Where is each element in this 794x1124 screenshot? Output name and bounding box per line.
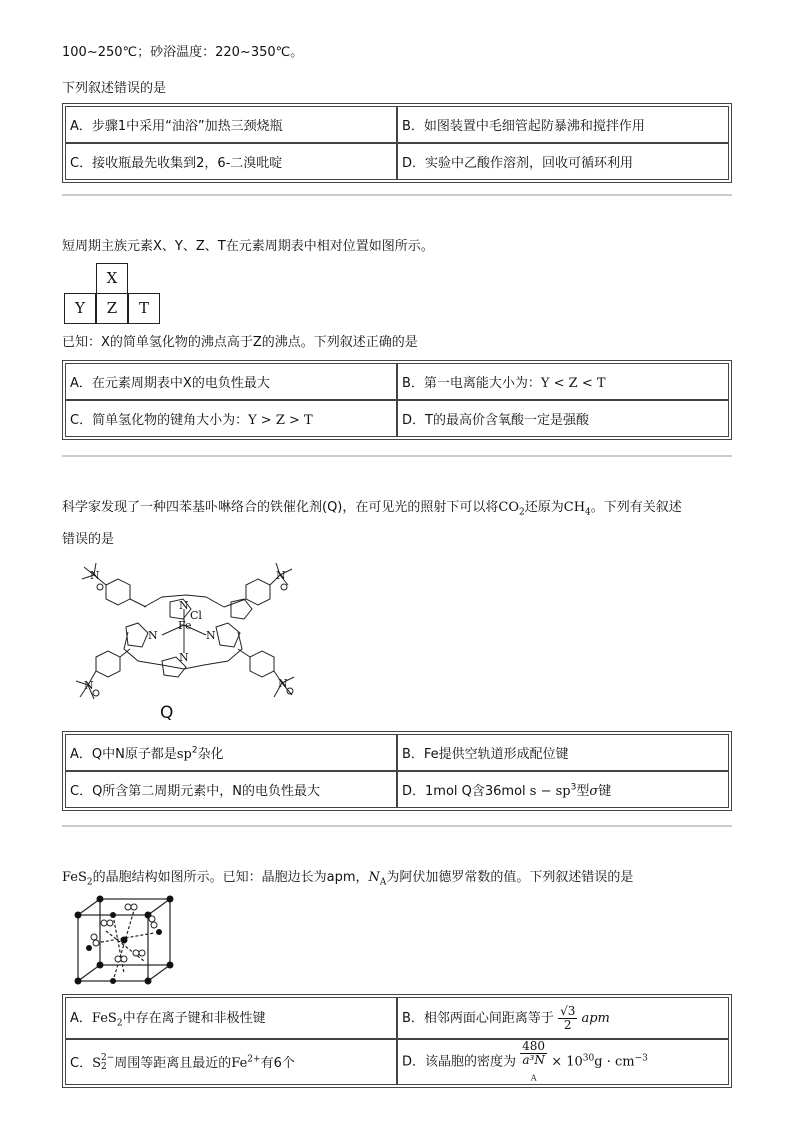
- q3-option-b[interactable]: B．相邻两面心间距离等于 $\frac{√3}{2}$ apm: [397, 997, 729, 1039]
- s2-ion-marker: [121, 956, 127, 962]
- q1-stem: 短周期主族元素X、Y、Z、T在元素周期表中相对位置如图所示。: [62, 239, 434, 254]
- fe-ion-marker: [167, 896, 174, 903]
- atom-label-n-bottom: N: [179, 651, 189, 664]
- q1-option-c[interactable]: C．简单氢化物的键角大小为：Y > Z > T: [65, 400, 397, 437]
- fe-ion-marker: [97, 962, 104, 969]
- q0-prompt: 下列叙述错误的是: [62, 81, 167, 96]
- atom-label-n-right: N: [206, 629, 216, 642]
- q1-options-table: [62, 360, 732, 440]
- s2-ion-marker: [107, 920, 113, 926]
- grid-cell-t: T: [128, 293, 160, 324]
- periodic-grid: [64, 263, 162, 325]
- q1-option-a[interactable]: A．在元素周期表中X的电负性最大: [65, 363, 397, 400]
- atom-label-n-nme3: N: [90, 569, 100, 582]
- divider: [62, 194, 732, 196]
- s2-ion-marker: [125, 904, 131, 910]
- q2-options-table: [62, 731, 732, 811]
- grid-cell-z: Z: [96, 293, 128, 324]
- q3-option-a[interactable]: A．FeS$_2$中存在离子键和非极性键: [65, 997, 397, 1039]
- q0-options-table: [62, 103, 732, 183]
- s2-ion-marker: [151, 922, 157, 928]
- q3-options-table: [62, 994, 732, 1088]
- q1-option-d[interactable]: D．T的最高价含氧酸一定是强酸: [397, 400, 729, 437]
- q2-stem: 科学家发现了一种四苯基卟啉络合的铁催化剂(Q)，在可见光的照射下可以将$CO_2$还原为$CH_4$。下列有关叙述: [62, 500, 682, 518]
- fe-ion-marker: [156, 929, 162, 935]
- q0-option-c[interactable]: C．接收瓶最先收集到2，6-二溴吡啶: [65, 143, 397, 180]
- q2-stem-line2: 错误的是: [62, 532, 115, 547]
- s2-ion-marker: [93, 940, 99, 946]
- porphyrin-structure-diagram: [66, 557, 306, 727]
- q1-known: 已知：X的简单氢化物的沸点高于Z的沸点。下列叙述正确的是: [62, 335, 418, 350]
- s2-ion-marker: [139, 950, 145, 956]
- q2-option-d[interactable]: D．1mol Q含36mol $s - sp^3$型σ键: [397, 771, 729, 808]
- atom-label-n-left: N: [148, 629, 158, 642]
- atom-label-n-top: N: [179, 599, 189, 612]
- fraction-sqrt3-over-2: $\frac{√3}{2}$: [560, 1003, 576, 1032]
- q2-option-c[interactable]: C．Q所含第二周期元素中，N的电负性最大: [65, 771, 397, 808]
- fe-ion-marker: [110, 978, 116, 984]
- s2-ion-marker: [149, 916, 155, 922]
- s2-ion-marker: [115, 956, 121, 962]
- q2-option-b[interactable]: B．Fe提供空轨道形成配位键: [397, 734, 729, 771]
- q1-option-b[interactable]: B．第一电离能大小为：Y < Z < T: [397, 363, 729, 400]
- s2-ion-marker: [91, 934, 97, 940]
- fe-ion-marker: [121, 937, 128, 944]
- fe-ion-marker: [110, 912, 116, 918]
- q3-option-c[interactable]: C．S 2− 2 周围等距离且最近的$Fe^{2+}$有6个: [65, 1039, 397, 1085]
- atom-label-n-nme3: N: [84, 679, 94, 692]
- grid-cell-y: Y: [64, 293, 96, 324]
- atom-label-cl: Cl: [190, 609, 202, 622]
- atom-label-n-nme3: N: [276, 569, 286, 582]
- crystal-cell-diagram: [66, 893, 186, 993]
- fraction-density: 480 a³N $_A$: [522, 1039, 546, 1083]
- grid-cell-x: X: [96, 263, 128, 294]
- q3-stem: FeS$_2$的晶胞结构如图所示。已知：晶胞边长为apm，$N_A$为阿伏加德罗常数的值。下列叙述错误的是: [62, 870, 634, 888]
- fe-ion-marker: [75, 978, 82, 985]
- divider: [62, 455, 732, 457]
- s2-ion-marker: [133, 950, 139, 956]
- fe-ion-marker: [97, 896, 104, 903]
- q0-option-d[interactable]: D．实验中乙酸作溶剂，回收可循环利用: [397, 143, 729, 180]
- fe-ion-marker: [145, 978, 152, 985]
- molecule-label-q: Q: [160, 703, 174, 723]
- q0-option-a[interactable]: A．步骤1中采用“油浴”加热三颈烧瓶: [65, 106, 397, 143]
- atom-label-fe: Fe: [178, 619, 192, 632]
- q2-option-a[interactable]: A．Q中N原子都是$sp^2$杂化: [65, 734, 397, 771]
- q0-option-b[interactable]: B．如图装置中毛细管起防暴沸和搅拌作用: [397, 106, 729, 143]
- divider: [62, 825, 732, 827]
- fe-ion-marker: [86, 945, 92, 951]
- atom-label-n-nme3: N: [278, 677, 288, 690]
- fe-ion-marker: [167, 962, 174, 969]
- intro-line: 100~250℃；砂浴温度：220~350℃。: [62, 45, 304, 60]
- fe-ion-marker: [75, 912, 82, 919]
- s2-ion-marker: [101, 920, 107, 926]
- s2-ion-marker: [131, 904, 137, 910]
- q3-option-d[interactable]: D．该晶胞的密度为 480 a³N $_A$ × $10^{30}g \cdot cm^{-3}$: [397, 1039, 729, 1085]
